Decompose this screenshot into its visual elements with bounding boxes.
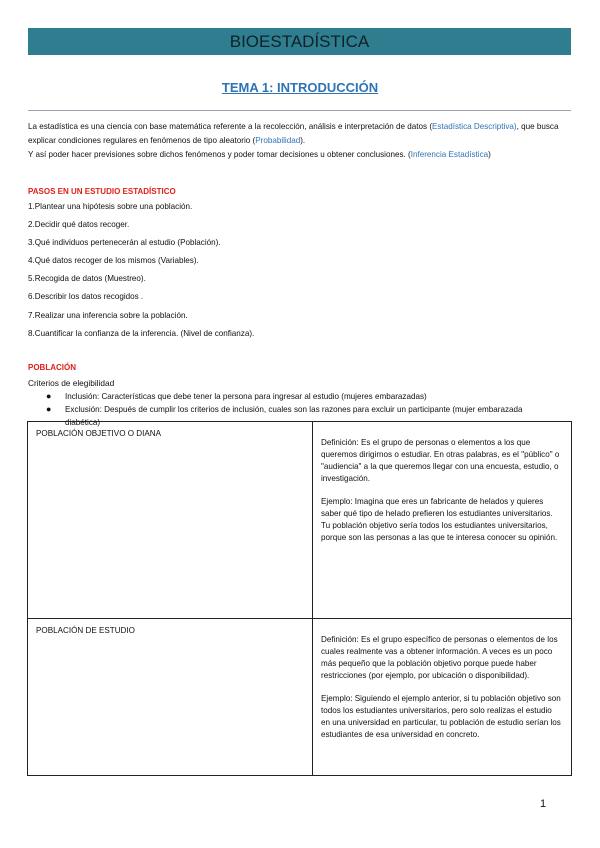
intro-text: , que busca explicar condiciones regulares en fenómenos de tipo aleatorio ( [28,122,559,145]
step-item: 3.Qué individuos pertenecerán al estudio (Población). [28,238,221,248]
step-item: 4.Qué datos recoger de los mismos (Variables). [28,256,199,266]
steps-section-title: PASOS EN UN ESTUDIO ESTADÍSTICO [28,187,176,196]
steps-list [28,201,568,346]
bullet-icon: ● [46,391,52,401]
intro-term-descriptive: Estadística Descriptiva) [432,122,517,131]
table-row [28,422,572,619]
bullet-icon: ● [46,404,52,414]
step-item: 2.Decidir qué datos recoger. [28,220,130,230]
step-item: 1.Plantear una hipótesis sobre una población. [28,202,193,211]
criteria-heading: Criterios de elegibilidad [28,378,115,388]
step-item: 6.Describir los datos recogidos . [28,292,144,302]
step-item: 8.Cuantificar la confianza de la inferencia. (Nivel de confianza). [28,328,255,338]
definition-text: Definición: Es el grupo específico de personas o elementos de los cuales realmente vas a obtener información. A veces es un poco más pequeño que la población objetivo porque puede haber restricciones (por ejemplo, por ubicación o disponibilidad). [321,635,558,680]
population-section-title: POBLACIÓN [28,363,76,372]
intro-term-inference: Inferencia Estadística [410,150,489,159]
definition-text: Definición: Es el grupo de personas o elementos a los que queremos dirigirnos o estudiar. En otras palabras, es el "público" o "audiencia" a la que queremos llegar con una encuesta, estudio, o investigación. [321,438,560,483]
criterion-exclusion: Exclusión: Después de cumplir los criterios de inclusión, cuales son las razones para excluir un participante (mujer embarazada diabética) [65,405,523,427]
intro-term-probability: Probabilidad [255,136,301,145]
intro-text: Y así poder hacer previsiones sobre dichos fenómenos y poder tomar decisiones u obtener conclusiones. ( [28,150,411,159]
example-text: Ejemplo: Siguiendo el ejemplo anterior, si tu población objetivo son todos los estudiantes universitarios, pero solo realizas el estudio en una universidad en particular, tu población de estudio serían los estudiantes de esa universidad en concreto. [321,694,561,739]
intro-text: ). [300,136,306,145]
row-content [313,619,572,776]
intro-text: ) [488,150,491,159]
page-number: 1 [540,798,547,810]
intro-paragraph [28,120,573,162]
population-definitions-table [27,421,572,776]
criterion-inclusion: Inclusión: Características que debe tener la persona para ingresar al estudio (mujeres embarazadas) [65,392,427,401]
row-content [313,422,572,619]
row-label: POBLACIÓN OBJETIVO O DIANA [28,422,313,619]
step-item: 5.Recogida de datos (Muestreo). [28,274,146,284]
document-title-banner: BIOESTADÍSTICA [28,28,571,55]
chapter-title: TEMA 1: INTRODUCCIÓN [221,80,379,95]
table-row [28,619,572,776]
step-item: 7.Realizar una inferencia sobre la población. [28,310,188,320]
row-label: POBLACIÓN DE ESTUDIO [28,619,313,776]
divider [28,110,571,111]
list-item [46,390,526,403]
intro-text: La estadística es una ciencia con base matemática referente a la recolección, análisis e interpretación de datos ( [28,122,433,131]
example-text: Ejemplo: Imagina que eres un fabricante de helados y quieres saber qué tipo de helado prefieren los estudiantes universitarios. Tu población objetivo sería todos los estudiantes universitarios, porque son las personas a las que te interesa conocer su opinión. [321,497,558,542]
